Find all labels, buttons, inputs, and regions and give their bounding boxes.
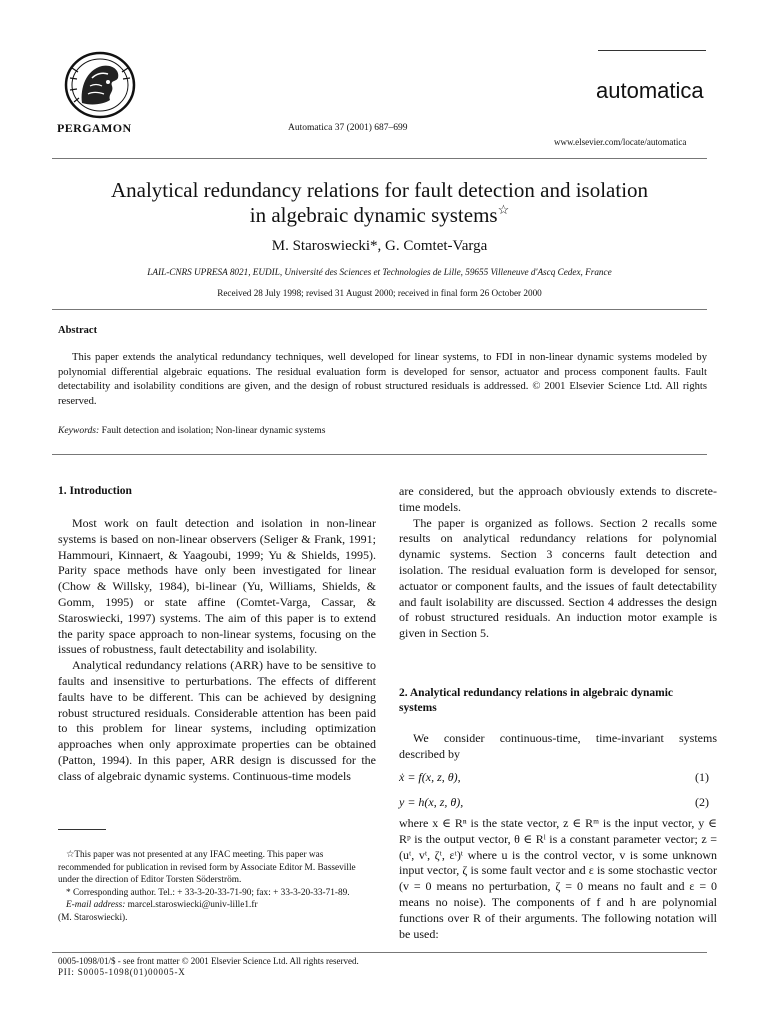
publisher-name: PERGAMON [57,121,132,135]
intro-paragraph-1: Most work on fault detection and isolation in non-linear systems is based on non-linear observers (Seliger & Frank, 1991; Hammouri, Kinnaert, & Yaagoubi, 1999; Yu & Shields, 1995). Parity space methods have only been investigated for linear (Chow & Willsky, 1984), bi-linear (Yu, Williams, Shields, & Gomm, 1995) or state affine (Comtet-Varga, Cassar, & Staroswiecki, 1997) systems. The aim of this paper is to extend the parity space approach to non-linear systems, focusing on the issues of robustness, fault detectability and isolability. [58,516,376,657]
equation-1-number: (1) [695,770,709,784]
abstract-divider [52,454,707,455]
footnotes [58,849,376,925]
section-2-intro [399,731,717,763]
section-2-paragraph-1: We consider continuous-time, time-invariant systems described by [399,731,717,761]
section-2-paragraph-2: where x ∈ Rⁿ is the state vector, z ∈ Rᵐ is the input vector, y ∈ Rᵖ is the output vector, θ ∈ Rˡ is a constant parameter vector; z = (uᵗ, vᵗ, ζᵗ, εᵗ)ᵗ where u is the control vector, v is some unknown input vector, ζ is some fault vector and ε is some stochastic vector (v = 0 means no perturbation, ζ = 0 means no fault and ε = 0 means no noise). The components of f and h are polynomial functions over R of their arguments. The following notation will be used: [399,816,717,941]
footnote-1: ☆This paper was not presented at any IFAC meeting. This paper was recommended for publication in revised form by Associate Editor M. Basseville under the direction of Editor Torsten Söderström. [58,850,356,886]
right-paragraph-2: The paper is organized as follows. Section 2 recalls some results on analytical redundancy relations for polynomial dynamic systems. Section 3 concerns fault detection and isolation. The residual evaluation form is developed for sensor, actuator or component faults, and the issues of fault detectability and fault isolability are discussed. Section 4 addresses the design of robust structured residuals. An induction motor example is given in Section 5. [399,515,717,641]
abstract-heading: Abstract [58,325,98,336]
title-line-1: Analytical redundancy relations for fault detection and isolation [110,178,649,202]
section-2-body [399,816,717,942]
equation-2-text: y = h(x, z, θ), [399,795,464,809]
affiliation: LAIL-CNRS UPRESA 8021, EUDIL, Université des Sciences et Technologies de Lille, 59655 Villeneuve d'Ascq Cedex, France [147,267,612,277]
keywords-text: Fault detection and isolation; Non-linear dynamic systems [101,425,326,436]
keywords [58,425,325,436]
section-2-heading: 2. Analytical redundancy relations in algebraic dynamic systems [399,687,673,714]
title-footnote-mark: ☆ [497,202,510,217]
received-dates: Received 28 July 1998; revised 31 August 2000; received in final form 26 October 2000 [217,288,542,298]
keywords-label: Keywords: [58,425,100,436]
header-divider [52,158,707,159]
authors: M. Staroswiecki*, G. Comtet-Varga [271,238,488,254]
footnote-divider [58,829,106,830]
title-line-2: in algebraic dynamic systems [249,203,498,227]
equation-1-text: ẋ = f(x, z, θ), [399,770,461,784]
intro-paragraph-2: Analytical redundancy relations (ARR) have to be sensitive to faults and insensitive to perturbations. The effects of different faults have to be different. This can be achieved by designing robust structured residuals. Considerable attention has been paid to this problem for linear systems, including optimization approaches when only approximate properties can be obtained (Patton, 1994). In this paper, ARR design is discussed for the class of algebraic dynamic systems. Continuous-time models [58,658,376,783]
equation-1 [399,770,709,785]
pergamon-logo-icon [52,48,148,120]
footnote-2: * Corresponding author. Tel.: + 33-3-20-33-71-90; fax: + 33-3-20-33-71-89. [66,887,350,898]
left-column [58,516,376,785]
equation-2 [399,795,709,810]
journal-url[interactable]: www.elsevier.com/locate/automatica [554,137,687,147]
journal-citation: Automatica 37 (2001) 687–699 [288,123,408,133]
right-column [399,484,717,642]
intro-heading: 1. Introduction [58,485,132,497]
journal-name: automatica [596,78,704,103]
issn-line: 0005-1098/01/$ - see front matter © 2001 Elsevier Science Ltd. All rights reserved. [58,956,359,966]
equation-2-number: (2) [695,795,709,809]
email-owner: (M. Staroswiecki). [58,912,128,923]
footnote-email [58,899,376,912]
title-divider [52,309,707,310]
journal-rule [598,50,706,51]
email-label: E-mail address: [66,900,126,911]
article-title [52,178,707,228]
email-address[interactable]: marcel.staroswiecki@univ-lille1.fr [127,900,258,911]
pii-line: PII: S0005-1098(01)00005-X [58,967,186,977]
abstract-body: This paper extends the analytical redundancy techniques, well developed for linear systems, to FDI in non-linear dynamic systems modeled by polynomial differential algebraic equations. The residual evaluation form is developed for sensor, actuator and process component faults. Fault detectability and isolability conditions are given, and the design of robust structured residuals is addressed. © 2001 Elsevier Science Ltd. All rights reserved. [58,352,707,407]
right-paragraph-1: are considered, but the approach obviously extends to discrete-time models. [399,484,717,514]
bottom-divider [52,952,707,953]
